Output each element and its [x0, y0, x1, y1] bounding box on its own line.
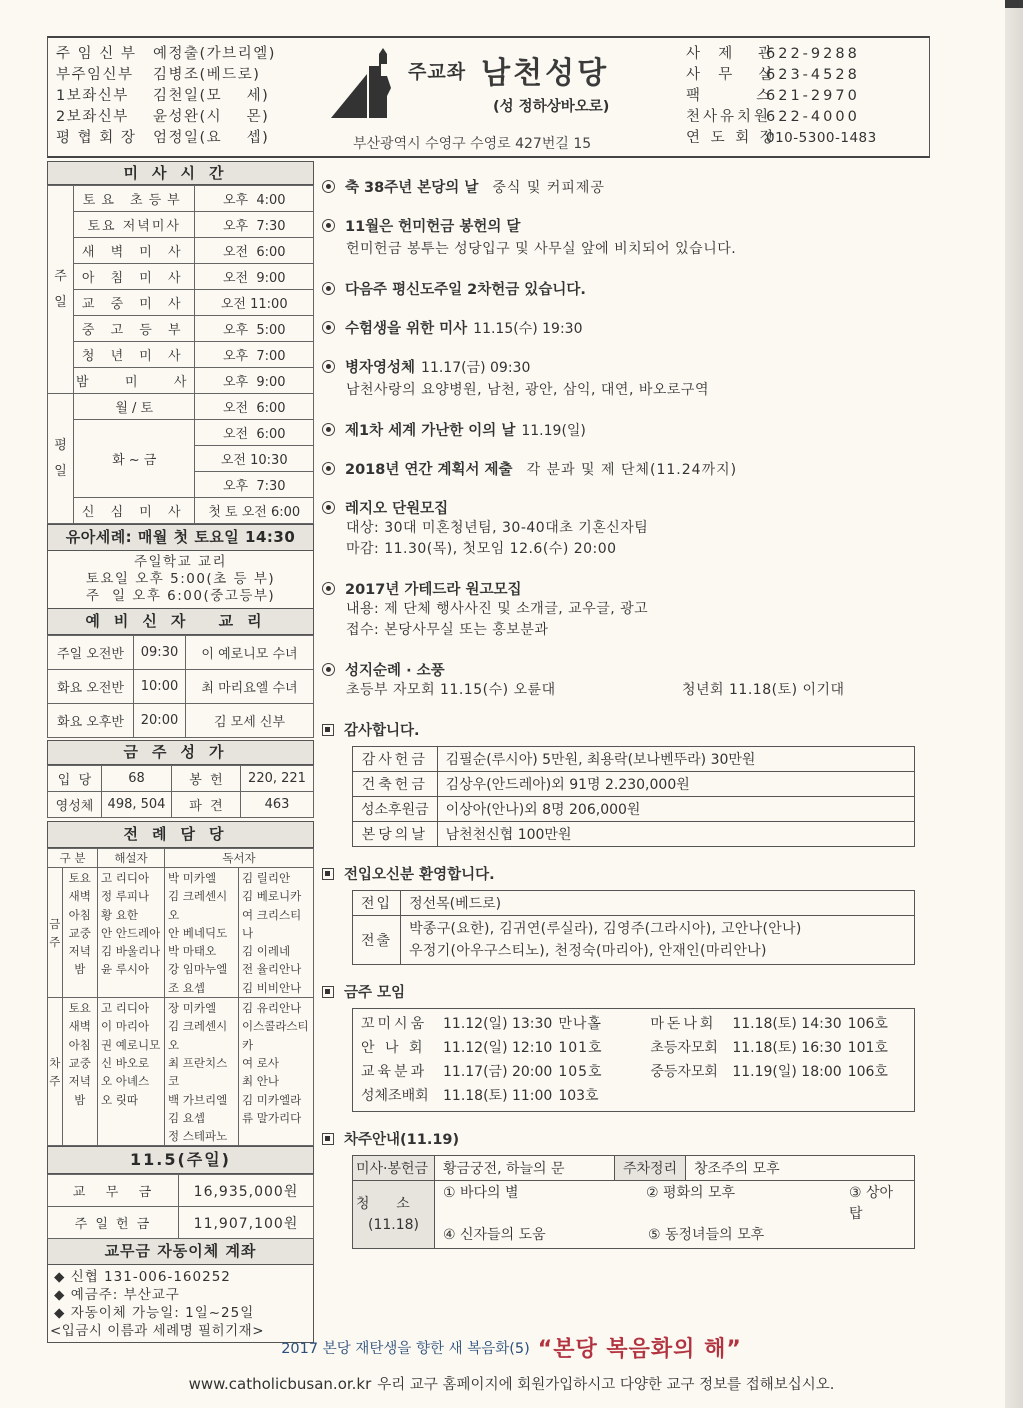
- bullet-radio-icon: [322, 663, 335, 676]
- mass-time: 오전 11:00: [195, 290, 314, 316]
- hymn-label: 영성체: [48, 792, 102, 818]
- mass-offering-label: 미사·봉헌금: [353, 1156, 435, 1181]
- meetings-box: [352, 1008, 915, 1112]
- mass-name: 월 / 토: [74, 394, 195, 420]
- diocese-footer: [0, 1373, 1023, 1394]
- sunday-school-info: [48, 551, 313, 608]
- weekday-label: 평 일: [48, 394, 74, 524]
- clergy-role: 평 협 회 장: [56, 130, 137, 146]
- notice-title: 2018년 연간 계획서 제출: [345, 462, 513, 478]
- notice-detail: 각 분과 및 제 단체(11.24까지): [526, 461, 738, 478]
- bullet-square-icon: [322, 724, 334, 736]
- notice-item: [322, 356, 922, 401]
- welcome-section: [322, 863, 922, 965]
- table-row: [48, 342, 314, 368]
- section-title: 금주 모임: [344, 985, 406, 1001]
- contact-phone: 621-2970: [766, 88, 860, 104]
- clergy-name: 예정출(가브리엘): [153, 46, 276, 62]
- section-title: 감사합니다.: [344, 723, 420, 739]
- notice-title: 성지순례 · 소풍: [345, 663, 445, 679]
- notice-title: 2017년 가테드라 원고모집: [345, 582, 522, 598]
- mass-column: 토요 새벽 아침 교중 저녁 밤: [62, 998, 97, 1146]
- cleaning-groups: ① 바다의 별 ② 평화의 모후 ③ 상아탑 ④ 신자들의 도움 ⑤ 동정녀들의 모후: [435, 1181, 915, 1249]
- mass-name: 토요 초등부: [74, 186, 195, 212]
- notice-item: [322, 659, 922, 701]
- mass-time: 첫 토 오전 6:00: [195, 498, 314, 524]
- title-main: 남천성당: [481, 56, 610, 91]
- clergy-list: [56, 44, 276, 149]
- welcome-table: [352, 890, 915, 965]
- catechumen-table: [47, 635, 314, 738]
- bullet-square-icon: [322, 986, 334, 998]
- thanks-section: [322, 719, 922, 847]
- reader2-column: 김 릴리안 김 베로니카 여 크리스티나 김 이레네 전 율리안나 김 비비안나: [239, 868, 314, 998]
- collection-label: 주 일 헌 금: [48, 1207, 179, 1239]
- contact-phone: 623-4528: [766, 67, 860, 83]
- section-title: 차주안내(11.19): [344, 1132, 460, 1148]
- notice-item: [322, 497, 922, 560]
- bullet-item: ◆ 예금주: 부산교구: [54, 1287, 180, 1304]
- clergy-name: 김천일(모 세): [153, 88, 270, 104]
- mass-column: 토요 새벽 아침 교중 저녁 밤: [62, 868, 97, 998]
- mass-time: 오전 6:00: [195, 238, 314, 264]
- mass-name: 교 중 미 사: [74, 290, 195, 316]
- move-out-label: 전출: [353, 916, 401, 965]
- hymn-label: 입 당: [48, 766, 102, 792]
- column-header: 독서자: [165, 849, 314, 868]
- section-title: 전입오신분 환영합니다.: [344, 867, 495, 883]
- church-logo-icon: [331, 46, 401, 118]
- clergy-name: 윤성완(시 몬): [153, 109, 270, 125]
- class-teacher: 이 예로니모 수녀: [186, 636, 314, 670]
- commentator-column: 고 리디아 이 마리아 권 예로니모 신 바오로 오 아녜스 오 릿따: [98, 998, 165, 1146]
- notice-item: [322, 176, 922, 197]
- title-prefix: 주교좌: [408, 60, 467, 83]
- notice-line: 청년회 11.18(토) 이기대: [682, 682, 845, 698]
- meeting-row: 꼬미시움 11.12(일) 13:30 만나홀 마돈나회 11.18(토) 14:30 106호: [361, 1016, 888, 1032]
- meetings-section: [322, 981, 922, 1112]
- notice-title: 수험생을 위한 미사: [345, 321, 468, 337]
- next-week-section: [322, 1128, 922, 1249]
- table-row: [48, 394, 314, 420]
- notice-detail: 11.19(일): [521, 422, 586, 439]
- bullet-item: ◆ 신협 131-006-160252: [54, 1269, 231, 1286]
- sunday-label: 주 일: [48, 186, 74, 394]
- mass-name: 중 고 등 부: [74, 316, 195, 342]
- mass-time: 오전 10:30: [195, 446, 314, 472]
- mass-time: 오전 6:00: [195, 394, 314, 420]
- table-row: [48, 766, 314, 792]
- offering-detail: 남천천신협 100만원: [437, 822, 914, 847]
- scan-edge: [1005, 0, 1023, 1408]
- parish-title: [408, 48, 609, 92]
- offering-detail: 김상우(안드레아)외 91명 2.230,000원: [437, 772, 914, 797]
- notice-title: 제1차 세계 가난한 이의 날: [345, 423, 516, 439]
- class-teacher: 김 모세 신부: [186, 704, 314, 738]
- collection-heading: 11.5(주일): [47, 1146, 314, 1174]
- commentator-column: 고 리디아 정 루피나 황 요한 안 안드레아 김 바울리나 윤 루시아: [98, 868, 165, 998]
- table-row: [48, 420, 314, 446]
- contact-label: 사 제 관: [686, 46, 776, 62]
- mass-name: 밤 미 사: [74, 368, 195, 394]
- reader1-column: 장 미카엘 김 크레센시오 최 프란치스코 백 가브리엘 김 요셉 정 스테파노: [165, 998, 239, 1146]
- table-row: [353, 797, 915, 822]
- notice-title: 병자영성체: [345, 360, 416, 376]
- meeting-row: 안 나 회 11.12(일) 12:10 101호 초등자모회 11.18(토) 16:30 101호: [361, 1040, 888, 1056]
- this-week-label: 금 주: [48, 868, 63, 998]
- left-sidebar: [47, 161, 314, 1343]
- notices-column: [322, 176, 922, 1267]
- class-teacher: 최 마리요엘 수녀: [186, 670, 314, 704]
- table-row: [353, 891, 915, 916]
- contact-label: 사 무 실: [686, 67, 776, 83]
- bullet-radio-icon: [322, 360, 335, 373]
- table-row: [48, 186, 314, 212]
- mass-time: 오후 5:00: [195, 316, 314, 342]
- mass-times-table: [47, 185, 314, 524]
- sunday-school-line: 주 일 오후 6:00(중고등부): [85, 588, 276, 604]
- mass-name: 토요 저녁미사: [74, 212, 195, 238]
- meeting-row: 교육분과 11.17(금) 20:00 105호 중등자모회 11.19(일) 18:00 106호: [361, 1064, 888, 1080]
- hymn-number: 68: [102, 766, 172, 792]
- contact-list: [686, 44, 877, 149]
- contact-phone: 010-5300-1483: [766, 130, 877, 146]
- table-row: [48, 849, 314, 868]
- clergy-name: 엄정일(요 셉): [153, 130, 270, 146]
- hymn-label: 봉 헌: [172, 766, 241, 792]
- hymns-heading: 금주성가: [47, 740, 314, 765]
- liturgy-table: [47, 848, 314, 1146]
- sunday-school-line: 토요일 오후 5:00(초 등 부): [85, 571, 276, 587]
- offering-type: 성소후원금: [353, 797, 438, 822]
- table-row: [48, 498, 314, 524]
- liturgy-heading: 전례담당: [47, 821, 314, 848]
- collection-table: [47, 1174, 314, 1239]
- notice-detail: 11.17(금) 09:30: [421, 359, 531, 376]
- mass-name: 화 ~ 금: [74, 420, 195, 498]
- table-row: [48, 1207, 314, 1239]
- contact-label: 팩 스: [686, 88, 774, 104]
- sunday-school-box: [47, 551, 314, 609]
- column-header: 구 분: [48, 849, 98, 868]
- clergy-role: 주 임 신 부: [56, 46, 137, 62]
- class-time: 10:00: [134, 670, 186, 704]
- thanks-table: [352, 746, 915, 847]
- notice-title: 11월은 헌미헌금 봉헌의 달: [345, 219, 521, 235]
- class-time: 20:00: [134, 704, 186, 738]
- slogan-prefix: 2017 본당 재탄생을 향한 새 복음화(5): [281, 1341, 530, 1357]
- class-time: 09:30: [134, 636, 186, 670]
- move-in-label: 전입: [353, 891, 401, 916]
- reader1-column: 박 미카엘 김 크레센시오 안 베네딕도 박 마태오 강 임마누엘 조 요셉: [165, 868, 239, 998]
- table-row: [48, 290, 314, 316]
- hymn-number: 220, 221: [241, 766, 314, 792]
- next-week-table: [352, 1155, 915, 1249]
- mass-name: 새 벽 미 사: [74, 238, 195, 264]
- mass-time: 오전 6:00: [195, 420, 314, 446]
- notice-line: 마감: 11.30(목), 첫모임 12.6(수) 20:00: [346, 541, 617, 557]
- parish-address: 부산광역시 수영구 수영로 427번길 15: [353, 136, 592, 152]
- mass-time: 오후 4:00: [195, 186, 314, 212]
- mass-name: 청 년 미 사: [74, 342, 195, 368]
- mass-times-heading: 미사시간: [47, 161, 314, 185]
- clergy-name: 김병조(베드로): [153, 67, 261, 83]
- diocese-website-link[interactable]: www.catholicbusan.or.kr: [188, 1375, 372, 1393]
- table-row: [48, 238, 314, 264]
- notice-title: 다음주 평신도주일 2차헌금 있습니다.: [345, 282, 586, 298]
- auto-transfer-heading: 교무금 자동이체 계좌: [47, 1239, 314, 1265]
- table-row: [353, 916, 915, 965]
- column-header: 해설자: [98, 849, 165, 868]
- table-row: [48, 368, 314, 394]
- hymns-table: [47, 765, 314, 818]
- liturgy-next-week: [48, 998, 314, 1146]
- move-in-names: 정선목(베드로): [401, 891, 915, 916]
- notice-item: [322, 578, 922, 641]
- bullet-radio-icon: [322, 582, 335, 595]
- offering-type: 감사헌금: [353, 747, 438, 772]
- notice-title: 레지오 단원모집: [345, 501, 449, 517]
- contact-phone: 622-9288: [766, 46, 860, 62]
- class-name: 화요 오전반: [48, 670, 134, 704]
- table-row: [353, 747, 915, 772]
- clergy-role: 1보좌신부: [56, 88, 129, 104]
- hymn-label: 파 견: [172, 792, 241, 818]
- table-row: [353, 1156, 915, 1181]
- mass-time: 오후 7:30: [195, 472, 314, 498]
- sunday-school-title: 주일학교 교리: [133, 554, 228, 570]
- hymn-number: 463: [241, 792, 314, 818]
- contact-phone: 622-4000: [766, 109, 860, 125]
- offering-detail: 김필순(루시아) 5만원, 최용락(보나벤뚜라) 30만원: [437, 747, 914, 772]
- clergy-role: 2보좌신부: [56, 109, 129, 125]
- bullet-square-icon: [322, 1133, 334, 1145]
- notice-item: [322, 215, 922, 260]
- table-row: [48, 264, 314, 290]
- bullet-radio-icon: [322, 219, 335, 232]
- mass-time: 오후 9:00: [195, 368, 314, 394]
- parking-label: 주차정리: [615, 1156, 686, 1181]
- mass-name: 아 침 미 사: [74, 264, 195, 290]
- meeting-row: 성체조배회 11.18(토) 11:00 103호: [361, 1088, 599, 1104]
- hymn-number: 498, 504: [102, 792, 172, 818]
- notice-item: [322, 419, 922, 440]
- collection-label: 교 무 금: [48, 1175, 179, 1207]
- notice-title: 축 38주년 본당의 날: [345, 180, 479, 196]
- slogan-banner: [0, 1332, 1023, 1363]
- notice-line: 남천사랑의 요양병원, 남천, 광안, 삼익, 대연, 바오로구역: [346, 382, 709, 398]
- catechumen-heading: 예비신자 교리: [47, 609, 314, 635]
- bullet-radio-icon: [322, 282, 335, 295]
- notice-line: 헌미헌금 봉투는 성당입구 및 사무실 앞에 비치되어 있습니다.: [346, 241, 737, 257]
- notice-line: 접수: 본당사무실 또는 홍보분과: [346, 622, 549, 638]
- liturgy-this-week: [48, 868, 314, 998]
- mass-time: 오전 9:00: [195, 264, 314, 290]
- move-out-names: 박종구(요한), 김귀연(루실라), 김영주(그라시아), 고안나(안나) 우정기(아우구스티노), 천정숙(마리아), 안재인(마리안나): [401, 916, 915, 965]
- mass-time: 오후 7:30: [195, 212, 314, 238]
- offering-type: 본당의날: [353, 822, 438, 847]
- parking-value: 창조주의 모후: [686, 1156, 915, 1181]
- notice-line: 초등부 자모회 11.15(수) 오륜대: [346, 682, 556, 698]
- bulletin-header: [47, 36, 930, 158]
- footer-message: 우리 교구 홈페이지에 회원가입하시고 다양한 교구 정보를 접해보십시오.: [377, 1377, 835, 1393]
- cleaning-label: 청 소 (11.18): [353, 1181, 435, 1249]
- notice-line: 대상: 30대 미혼청년팀, 30-40대초 기혼신자팀: [346, 520, 649, 536]
- notice-item: [322, 317, 922, 338]
- notice-detail: 11.15(수) 19:30: [473, 320, 583, 337]
- parish-subtitle: (성 정하상바오로): [493, 99, 610, 115]
- contact-label: 천사유치원: [686, 109, 772, 125]
- clergy-role: 부주임신부: [56, 67, 134, 83]
- infant-baptism-notice: 유아세례: 매월 첫 토요일 14:30: [47, 524, 314, 551]
- mass-time: 오후 7:00: [195, 342, 314, 368]
- bullet-radio-icon: [322, 423, 335, 436]
- mass-name: 신 심 미 사: [74, 498, 195, 524]
- notice-item: [322, 458, 922, 479]
- notice-item: [322, 278, 922, 299]
- next-week-label: 차 주: [48, 998, 63, 1146]
- bullet-radio-icon: [322, 180, 335, 193]
- offering-type: 건축헌금: [353, 772, 438, 797]
- table-row: [48, 670, 314, 704]
- collection-amount: 11,907,100원: [179, 1207, 314, 1239]
- bullet-radio-icon: [322, 321, 335, 334]
- transfer-note: <입금시 이름과 세례명 필히기재>: [50, 1323, 265, 1340]
- bullet-radio-icon: [322, 462, 335, 475]
- table-row: [48, 636, 314, 670]
- bullet-item: ◆ 자동이체 가능일: 1일~25일: [54, 1305, 255, 1322]
- table-row: [48, 704, 314, 738]
- table-row: [353, 822, 915, 847]
- notice-line: 내용: 제 단체 행사사진 및 소개글, 교우글, 광고: [346, 601, 649, 617]
- notice-detail: 중식 및 커피제공: [492, 179, 605, 196]
- table-row: [48, 1175, 314, 1207]
- class-name: 화요 오후반: [48, 704, 134, 738]
- table-row: [48, 212, 314, 238]
- table-row: [353, 1181, 915, 1249]
- mass-offering-value: 황금궁전, 하늘의 문: [435, 1156, 615, 1181]
- slogan-main: “본당 복음화의 해”: [537, 1337, 742, 1362]
- class-name: 주일 오전반: [48, 636, 134, 670]
- table-row: [353, 772, 915, 797]
- table-row: [48, 316, 314, 342]
- collection-amount: 16,935,000원: [179, 1175, 314, 1207]
- contact-label: 연 도 회 장: [686, 130, 777, 146]
- offering-detail: 이상아(안나)외 8명 206,000원: [437, 797, 914, 822]
- reader2-column: 김 유리안나 이스콜라스티카 여 로사 최 안나 김 미카엘라 류 말가리다: [239, 998, 314, 1146]
- bullet-radio-icon: [322, 501, 335, 514]
- table-row: [48, 792, 314, 818]
- bullet-square-icon: [322, 868, 334, 880]
